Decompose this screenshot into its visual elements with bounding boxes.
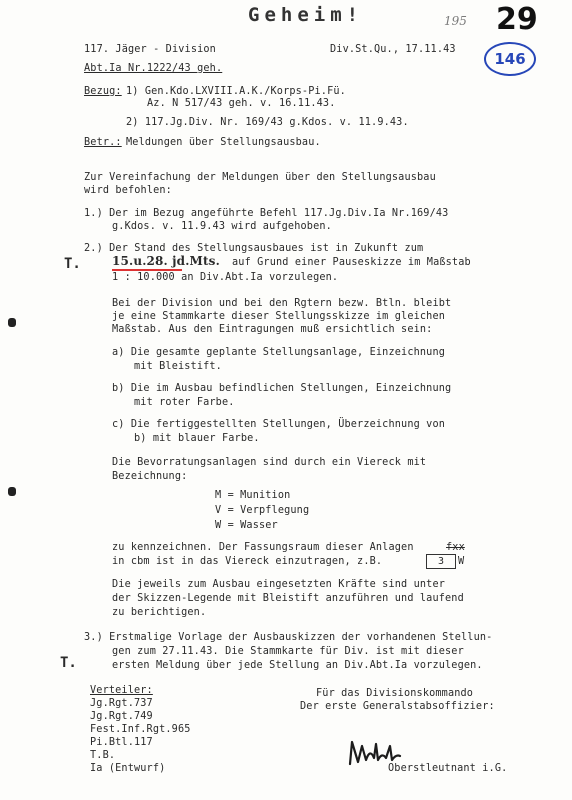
signature-rank: Oberstleutnant i.G. [388, 763, 508, 774]
pencil-folio-number: 195 [444, 14, 467, 28]
distribution-item: Jg.Rgt.737 [90, 698, 153, 709]
file-reference: Abt.Ia Nr.1222/43 geh. [84, 63, 223, 74]
margin-mark: T. [64, 256, 81, 272]
point-1-cont: g.Kdos. v. 11.9.43 wird aufgehoben. [112, 221, 332, 232]
point-1: 1.) Der im Bezug angeführte Befehl 117.Jg.Div.Ia Nr.169/43 [84, 208, 449, 219]
mark-paragraph: in cbm ist in das Viereck einzutragen, z.B. [112, 556, 383, 567]
classification-stamp: Geheim! [248, 4, 364, 26]
stock-paragraph: Bezeichnung: [112, 471, 188, 482]
point-2-paragraph: je eine Stammkarte dieser Stellungsskizze im gleichen [112, 311, 446, 322]
item-b-cont: mit roter Farbe. [134, 397, 235, 408]
crossed-out-text: fxx [446, 542, 465, 553]
legend-wasser: W = Wasser [215, 520, 278, 531]
margin-mark: T. [60, 655, 77, 671]
unit-name: 117. Jäger - Division [84, 44, 216, 55]
signature-line-2: Der erste Generalstabsoffizier: [300, 701, 495, 712]
binding-hole-mark [8, 318, 16, 327]
legend-verpflegung: V = Verpflegung [215, 505, 310, 516]
reference-item-1: 1) Gen.Kdo.LXVIII.A.K./Korps-Pi.Fü. [126, 86, 346, 97]
distribution-item: T.B. [90, 750, 116, 761]
distribution-item: Ia (Entwurf) [90, 763, 166, 774]
page-number: 29 [496, 2, 538, 37]
item-c: c) Die fertiggestellten Stellungen, Überzeichnung von [112, 419, 446, 430]
reference-label: Bezug: [84, 86, 122, 97]
item-a: a) Die gesamte geplante Stellungsanlage, Einzeichnung [112, 347, 446, 358]
point-2-paragraph: Bei der Division und bei den Rgtern bezw. Btln. bleibt [112, 298, 452, 309]
example-box [426, 554, 456, 569]
red-underline [112, 269, 182, 271]
legend-munition: M = Munition [215, 490, 291, 501]
mark-paragraph: zu kennzeichnen. Der Fassungsraum dieser Anlagen [112, 542, 414, 553]
reference-item-1-cont: Az. N 517/43 geh. v. 16.11.43. [147, 98, 336, 109]
item-a-cont: mit Bleistift. [134, 361, 222, 372]
point-2-cont: 1 : 10.000 an Div.Abt.Ia vorzulegen. [112, 272, 339, 283]
reference-item-2: 2) 117.Jg.Div. Nr. 169/43 g.Kdos. v. 11.9.43. [126, 117, 409, 128]
point-2-cont: auf Grund einer Pauseskizze im Maßstab [232, 257, 471, 268]
report-dates: 15.u.28. jd.Mts. [112, 254, 220, 268]
distribution-label: Verteiler: [90, 685, 153, 696]
point-3: 3.) Erstmalige Vorlage der Ausbauskizzen der vorhandenen Stellun- [84, 632, 493, 643]
item-c-cont: b) mit blauer Farbe. [134, 433, 260, 444]
point-2-paragraph: Maßstab. Aus den Eintragungen muß ersichtlich sein: [112, 324, 433, 335]
subject-label: Betr.: [84, 137, 122, 148]
stock-paragraph: Die Bevorratungsanlagen sind durch ein Viereck mit [112, 457, 427, 468]
forces-paragraph: der Skizzen-Legende mit Bleistift anzuführen und laufend [112, 593, 464, 604]
item-b: b) Die im Ausbau befindlichen Stellungen, Einzeichnung [112, 383, 452, 394]
point-3-cont: gen zum 27.11.43. Die Stammkarte für Div. ist mit dieser [112, 646, 464, 657]
distribution-item: Jg.Rgt.749 [90, 711, 153, 722]
example-box-letter: W [458, 556, 465, 567]
intro-line: wird befohlen: [84, 185, 172, 196]
intro-line: Zur Vereinfachung der Meldungen über den Stellungsausbau [84, 172, 436, 183]
point-3-cont: ersten Meldung über jede Stellung an Div.Abt.Ia vorzulegen. [112, 660, 483, 671]
forces-paragraph: Die jeweils zum Ausbau eingesetzten Kräfte sind unter [112, 579, 446, 590]
point-2: 2.) Der Stand des Stellungsausbaues ist in Zukunft zum [84, 243, 424, 254]
circled-number: 146 [484, 42, 536, 76]
distribution-item: Pi.Btl.117 [90, 737, 153, 748]
binding-hole-mark [8, 487, 16, 496]
place-date: Div.St.Qu., 17.11.43 [330, 44, 456, 55]
subject-text: Meldungen über Stellungsausbau. [126, 137, 321, 148]
distribution-item: Fest.Inf.Rgt.965 [90, 724, 191, 735]
forces-paragraph: zu berichtigen. [112, 607, 207, 618]
example-box-value: 3 [437, 556, 445, 567]
signature-line-1: Für das Divisionskommando [316, 688, 474, 699]
